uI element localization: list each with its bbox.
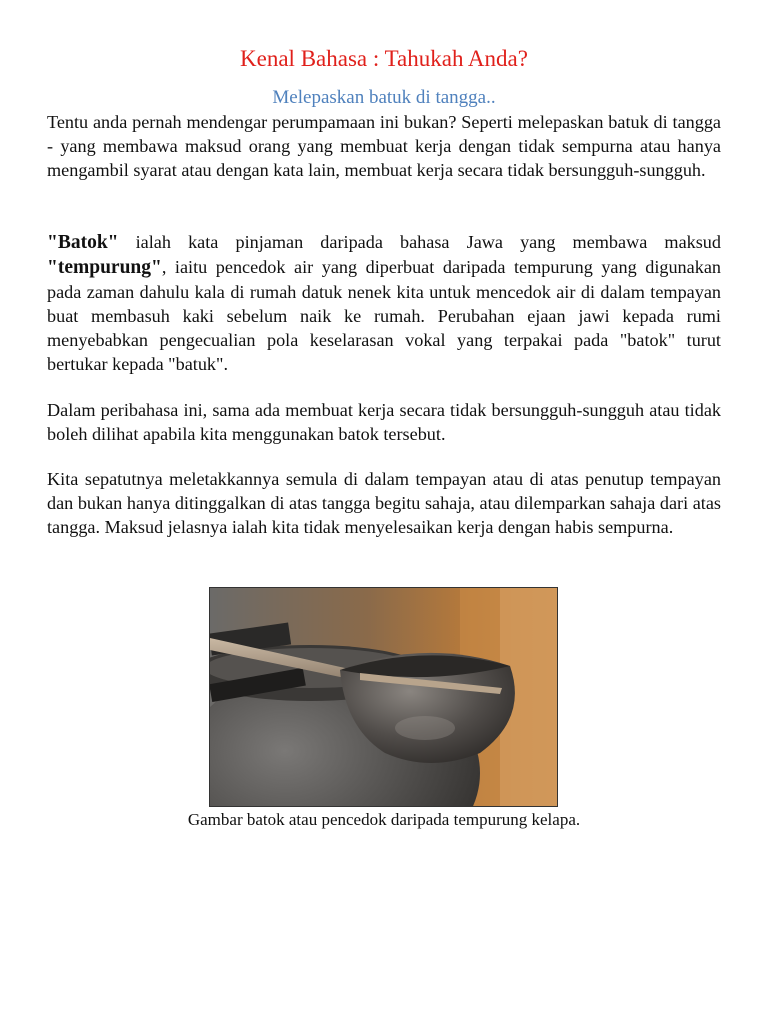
paragraph-2-text-2: , iaitu pencedok air yang diperbuat daripada tempurung yang digunakan pada zaman dahulu kala di rumah datuk nenek kita untuk mencedok air di dalam tempayan buat membasuh kaki sebelum naik ke rumah. Perubahan ejaan jawi kepada rumi menyebabkan pengecualian pola keselarasan vokal yang terpakai pada "batok" turut bertukar kepada "batuk". <box>47 257 721 374</box>
coconut-ladle-illustration <box>210 588 558 807</box>
term-batok: "Batok" <box>47 232 119 253</box>
figure-caption: Gambar batok atau pencedok daripada tempurung kelapa. <box>187 810 581 829</box>
paragraph-2 <box>47 230 721 376</box>
paragraph-2-text-1: ialah kata pinjaman daripada bahasa Jawa yang membawa maksud <box>118 232 721 252</box>
coconut-ladle-photo <box>209 587 558 807</box>
term-tempurung: "tempurung" <box>47 257 162 278</box>
page-subtitle: Melepaskan batuk di tangga.. <box>272 87 496 108</box>
paragraph-4: Kita sepatutnya meletakkannya semula di dalam tempayan atau di atas penutup tempayan dan bukan hanya ditinggalkan di atas tangga begitu sahaja, atau dilemparkan sahaja dari atas tangga. Maksud jelasnya ialah kita tidak menyelesaikan kerja dengan habis sempurna. <box>47 469 721 537</box>
paragraph-3: Dalam peribahasa ini, sama ada membuat kerja secara tidak bersungguh-sungguh atau tidak boleh dilihat apabila kita menggunakan batok tersebut. <box>47 400 721 444</box>
paragraph-1: Tentu anda pernah mendengar perumpamaan ini bukan? Seperti melepaskan batuk di tangga - yang membawa maksud orang yang membuat kerja dengan tidak sempurna atau hanya mengambil syarat atau dengan kata lain, membuat kerja secara tidak bersungguh-sungguh. <box>47 112 721 180</box>
page-title: Kenal Bahasa : Tahukah Anda? <box>240 46 528 71</box>
